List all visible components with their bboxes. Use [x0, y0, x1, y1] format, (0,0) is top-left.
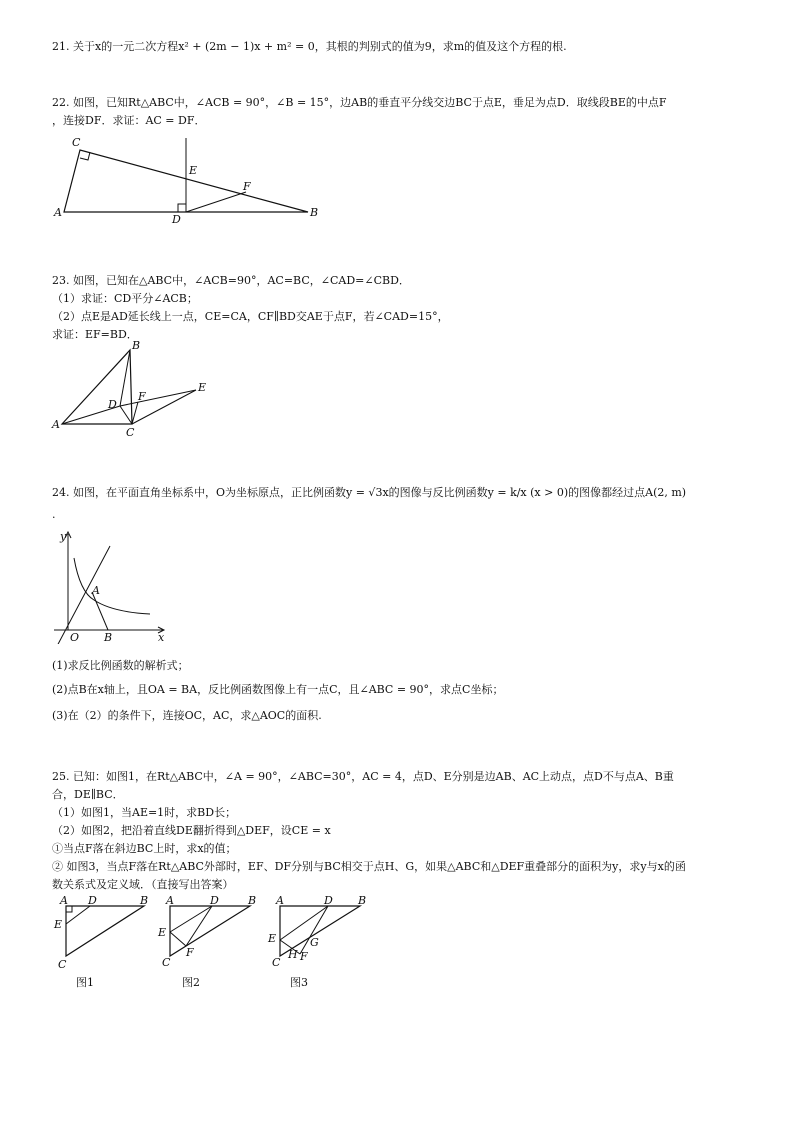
caption-fig2: 图2 — [182, 976, 200, 989]
q23-figure — [50, 340, 220, 440]
segment-ab — [92, 592, 108, 630]
label-f: F — [300, 950, 308, 963]
segment-de — [66, 906, 90, 924]
segment-cf — [132, 402, 138, 424]
label-a: A — [52, 418, 60, 431]
segment-df — [186, 906, 212, 946]
label-a: A — [276, 894, 284, 907]
label-b: B — [104, 631, 113, 644]
label-d: D — [210, 894, 219, 907]
label-f: F — [186, 946, 194, 959]
triangle-abc — [66, 906, 144, 956]
caption-fig1: 图1 — [76, 976, 94, 989]
label-x: x — [158, 631, 165, 644]
label-b: B — [358, 894, 367, 907]
q25-figure2 — [156, 894, 266, 994]
q23-line3: （2）点E是AD延长线上一点，CE=CA，CF∥BD交AE于点F，若∠CAD=15°， — [52, 310, 449, 323]
q25-line6: ② 如图3，当点F落在Rt△ABC外部时，EF、DF分别与BC相交于点H、G，如果△ABC和△DEF重叠部分的面积为y，求y与x的函 — [52, 860, 686, 873]
q24-sub1: (1)求反比例函数的解析式； — [52, 659, 189, 672]
label-a: A — [60, 894, 68, 907]
q23-line1: 23. 如图，已知在△ABC中，∠ACB=90°，AC=BC，∠CAD=∠CBD． — [52, 274, 410, 287]
q24-figure — [50, 528, 180, 644]
caption-fig3: 图3 — [290, 976, 308, 989]
label-b: B — [310, 206, 319, 219]
label-o: O — [70, 631, 80, 644]
triangle-abc — [170, 906, 250, 956]
q25-line4: （2）如图2，把沿着直线DE翻折得到△DEF，设CE = x — [52, 824, 331, 837]
label-d: D — [172, 213, 181, 224]
q23-line2: （1）求证：CD平分∠ACB； — [52, 292, 198, 305]
line-y-sqrt3x — [56, 546, 113, 644]
label-e: E — [54, 918, 63, 931]
label-b: B — [132, 340, 141, 352]
label-d: D — [88, 894, 97, 907]
q25-line3: （1）如图1，当AE=1时，求BD长； — [52, 806, 237, 819]
segment-ef — [170, 932, 186, 946]
q22-line2: ，连接DF．求证：AC = DF． — [52, 114, 206, 127]
hyperbola-curve — [74, 558, 150, 614]
q24-line2: . — [52, 508, 56, 521]
q25-line2: 合，DE∥BC． — [52, 788, 124, 801]
label-f: F — [138, 390, 146, 403]
segment-de — [170, 906, 212, 932]
label-c: C — [162, 956, 171, 969]
label-e: E — [158, 926, 167, 939]
label-a: A — [54, 206, 62, 219]
label-g: G — [310, 936, 319, 949]
q25-line7: 数关系式及定义域．（直接写出答案） — [52, 878, 234, 891]
label-y: y — [60, 530, 67, 543]
label-c: C — [72, 136, 81, 149]
q23-line4: 求证：EF=BD． — [52, 328, 138, 341]
label-e: E — [189, 164, 198, 177]
label-b: B — [140, 894, 149, 907]
label-d: D — [324, 894, 333, 907]
q25-line5: ①当点F落在斜边BC上时，求x的值； — [52, 842, 237, 855]
label-e: E — [198, 381, 207, 394]
label-a: A — [166, 894, 174, 907]
label-c: C — [58, 958, 67, 971]
segment-dc — [120, 406, 132, 424]
q25-figure1 — [50, 894, 160, 994]
q24-sub3: (3)在（2）的条件下，连接OC，AC，求△AOC的面积. — [52, 709, 322, 722]
right-angle-d — [178, 204, 186, 212]
label-c: C — [126, 426, 135, 439]
label-e: E — [268, 932, 277, 945]
q21-text: 21. 关于x的一元二次方程x² + (2m − 1)x + m² = 0，其根的判别式的值为9，求m的值及这个方程的根. — [52, 40, 567, 53]
label-d: D — [108, 398, 117, 411]
segment-df — [186, 192, 246, 212]
label-h: H — [288, 948, 298, 961]
q24-line1: 24. 如图，在平面直角坐标系中，O为坐标原点，正比例函数y = √3x的图像与反比例函数y = k/x (x > 0)的图像都经过点A(2, m) — [52, 486, 687, 499]
label-b: B — [248, 894, 257, 907]
q25-figure3 — [266, 894, 376, 994]
q22-figure — [50, 132, 330, 224]
label-f: F — [243, 180, 251, 193]
label-c: C — [272, 956, 281, 969]
right-angle-c — [80, 152, 90, 160]
q24-sub2: (2)点B在x轴上，且OA = BA，反比例函数图像上有一点C，且∠ABC = 90°，求点C坐标； — [52, 683, 504, 696]
q25-line1: 25. 已知：如图1，在Rt△ABC中，∠A = 90°，∠ABC=30°，AC = 4，点D、E分别是边AB、AC上动点，点D不与点A、B重 — [52, 770, 674, 783]
label-a: A — [92, 584, 100, 597]
q22-line1: 22. 如图，已知Rt△ABC中，∠ACB = 90°，∠B = 15°，边AB的垂直平分线交边BC于点E，垂足为点D．取线段BE的中点F — [52, 96, 667, 109]
segment-de — [280, 906, 328, 940]
